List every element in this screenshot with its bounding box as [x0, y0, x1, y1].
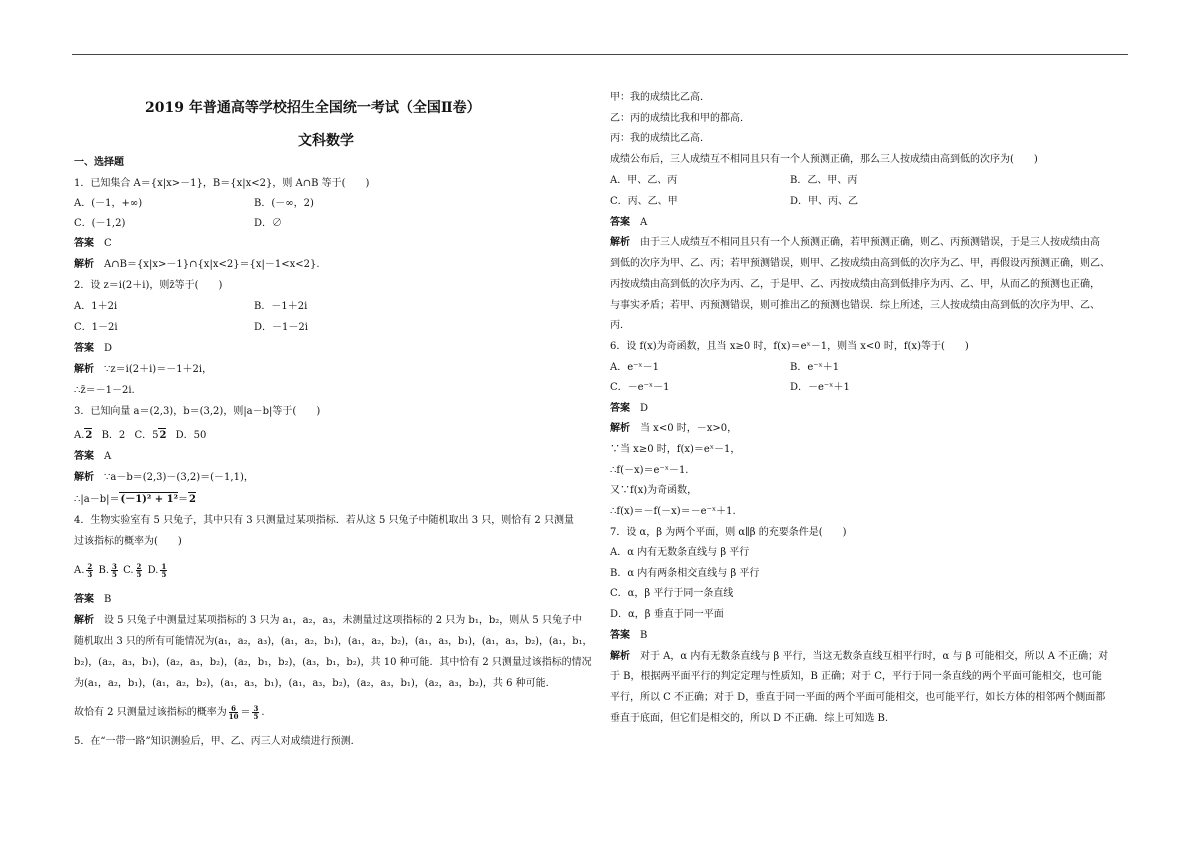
- q4-explanation-line2: 随机取出 3 只的所有可能情况为(a₁，a₂，a₃)，(a₁，a₂，b₁)，(a₁，a₂，b₂)，(a₁，a₃，b₁)，(a₁，a₃，b₂)，(a₁，b₁，: [74, 636, 593, 647]
- q5-explanation-line5: 丙．: [610, 320, 630, 331]
- top-rule: [72, 54, 1128, 55]
- q2-answer: [74, 342, 112, 356]
- q4-option-a: A.: [74, 565, 85, 576]
- sqrt-value: 2: [188, 494, 196, 505]
- explanation-text: ∴|a－b|＝: [74, 494, 120, 505]
- explanation-label: 解析: [74, 615, 94, 626]
- q4-stem-line2: 过该指标的概率为( ): [74, 536, 182, 547]
- answer-value: D: [640, 403, 649, 414]
- q2-stem: 2．设 z＝i(2＋i)，则z̄等于( ): [74, 280, 223, 291]
- explanation-label: 解析: [610, 651, 630, 662]
- q1-option-a: A．(－1，+∞): [74, 198, 143, 209]
- denominator: 5: [253, 712, 259, 721]
- denominator: 5: [112, 570, 117, 579]
- numerator: 3: [253, 704, 259, 713]
- numerator: 2: [87, 562, 93, 571]
- q7-answer: [610, 629, 647, 643]
- q7-stem: 7．设 α，β 为两个平面，则 α∥β 的充要条件是( ): [610, 527, 847, 538]
- q6-stem: 6．设 f(x)为奇函数，且当 x≥0 时，f(x)＝eˣ－1，则当 x<0 时，f(x)等于( ): [610, 341, 969, 352]
- q4-explanation-line5: [74, 704, 265, 722]
- q3-explanation: [74, 471, 254, 485]
- q5-explanation-line4: 与事实矛盾；若甲、丙预测错误，则可推出乙的预测也错误．综上所述，三人按成绩由高到低的次序为甲、乙、: [610, 300, 1100, 311]
- q4-option-b: B.: [98, 565, 109, 576]
- q1-answer: [74, 237, 112, 251]
- explanation-text: ∵z＝i(2＋i)＝－1＋2i，: [104, 364, 213, 375]
- q7-option-d: D．α，β 垂直于同一平面: [610, 609, 724, 620]
- fraction: [111, 563, 118, 578]
- fraction: [136, 563, 143, 578]
- explanation-label: 解析: [74, 472, 94, 483]
- q5-explanation-line3: 丙按成绩由高到低的次序为丙、乙，于是甲、乙、丙按成绩由高到低排序为丙、乙、甲，从而乙的预测也正确，: [610, 279, 1100, 290]
- q6-explanation-line3: ∴f(－x)＝e⁻ˣ－1.: [610, 465, 689, 476]
- q5-answer: [610, 216, 647, 230]
- numerator: 1: [161, 562, 167, 571]
- q5-question: 成绩公布后，三人成绩互不相同且只有一个人预测正确，那么三人按成绩由高到低的次序为( ): [610, 154, 1038, 165]
- q7-explanation-line3: 平行，所以 C 不正确；对于 D，垂直于同一平面的两个平面可能相交，也可能平行，如长方体的相邻两个侧面都: [610, 692, 1106, 703]
- explanation-text: ∵a－b＝(2,3)－(3,2)＝(－1,1)，: [104, 472, 254, 483]
- denominator: 3: [87, 570, 93, 579]
- equals-sign: ＝: [177, 494, 188, 505]
- equals-sign: ＝: [240, 707, 251, 718]
- q3-option-c: C．5: [134, 430, 159, 441]
- answer-label: 答案: [74, 343, 94, 354]
- sqrt-value: 2: [159, 430, 167, 441]
- explanation-text: A∩B＝{x|x>－1}∩{x|x<2}＝{x|－1<x<2}.: [104, 259, 320, 270]
- explanation-text: 对于 A，α 内有无数条直线与 β 平行，当这无数条直线互相平行时，α 与 β 可能相交，所以 A 不正确；对: [640, 651, 1109, 662]
- answer-value: D: [104, 343, 113, 354]
- q4-explanation: [74, 614, 582, 628]
- explanation-text: 故恰有 2 只测量过该指标的概率为: [74, 707, 227, 718]
- q5-statement-jia: 甲：我的成绩比乙高．: [610, 92, 710, 103]
- denominator: 5: [136, 570, 142, 579]
- q3-explanation-line2: [74, 492, 196, 507]
- q2-explanation: [74, 363, 212, 377]
- q4-explanation-line3: b₂)，(a₂，a₃，b₁)，(a₂，a₃，b₂)，(a₂，b₁，b₂)，(a₃，b₁，b₂)，共 10 种可能．其中恰有 2 只测量过该指标的情况: [74, 657, 592, 668]
- exam-title: 2019 年普通高等学校招生全国统一考试（全国Ⅱ卷）: [145, 100, 481, 116]
- answer-label: 答案: [74, 238, 94, 249]
- q1-option-d: D．∅: [254, 218, 283, 229]
- q5-option-a: A．甲、乙、丙: [610, 175, 678, 186]
- explanation-text: 设 5 只兔子中测量过某项指标的 3 只为 a₁，a₂，a₃，未测量过这项指标的 2 只为 b₁，b₂，则从 5 只兔子中: [104, 615, 582, 626]
- q5-explanation: [610, 236, 1100, 250]
- fraction: [229, 705, 239, 720]
- q6-explanation: [610, 422, 737, 436]
- q7-explanation-line2: 于 B，根据两平面平行的判定定理与性质知，B 正确；对于 C，平行于同一条直线的两个平面可能相交，也可能: [610, 671, 1102, 682]
- q6-option-d: D．－e⁻ˣ＋1: [790, 382, 850, 393]
- q1-explanation: [74, 258, 320, 272]
- answer-label: 答案: [610, 217, 630, 228]
- denominator: 10: [228, 712, 239, 721]
- q5-option-c: C．丙、乙、甲: [610, 196, 678, 207]
- q2-option-b: B．－1＋2i: [254, 301, 308, 312]
- q2-option-c: C．1－2i: [74, 322, 118, 333]
- q3-option-d: D．50: [175, 430, 207, 441]
- q4-options: [74, 562, 169, 580]
- q3-option-b: B．2: [101, 430, 126, 441]
- answer-label: 答案: [610, 630, 630, 641]
- q2-option-d: D．－1－2i: [254, 322, 308, 333]
- denominator: 5: [161, 570, 167, 579]
- q7-option-c: C．α，β 平行于同一条直线: [610, 588, 734, 599]
- answer-label: 答案: [74, 451, 94, 462]
- answer-label: 答案: [610, 403, 630, 414]
- answer-value: A: [640, 217, 648, 228]
- numerator: 6: [229, 705, 239, 713]
- fraction: [252, 705, 259, 720]
- exam-subtitle: 文科数学: [298, 133, 354, 149]
- q5-stem: 5．在“一带一路”知识测验后，甲、乙、丙三人对成绩进行预测．: [74, 736, 361, 747]
- q4-explanation-line4: 为(a₁，a₂，b₁)，(a₁，a₂，b₂)，(a₁，a₃，b₁)，(a₁，a₃，b₂)，(a₂，a₃，b₁)，(a₂，a₃，b₂)，共 6 种可能．: [74, 678, 556, 689]
- q2-option-a: A．1＋2i: [74, 301, 118, 312]
- q7-explanation: [610, 650, 1108, 664]
- answer-value: B: [104, 594, 112, 605]
- q6-option-a: A．e⁻ˣ－1: [610, 362, 660, 373]
- numerator: 2: [136, 562, 142, 571]
- q1-option-c: C．(－1,2): [74, 218, 126, 229]
- sqrt-value: 2: [85, 430, 93, 441]
- answer-value: B: [640, 630, 648, 641]
- q3-options: [74, 428, 206, 443]
- q3-answer: [74, 450, 111, 464]
- period: .: [261, 707, 265, 718]
- q5-statement-yi: 乙：丙的成绩比我和甲的都高．: [610, 113, 750, 124]
- explanation-label: 解析: [610, 423, 630, 434]
- answer-label: 答案: [74, 594, 94, 605]
- numerator: 3: [112, 562, 117, 571]
- explanation-label: 解析: [74, 364, 94, 375]
- q4-answer: [74, 593, 111, 607]
- q6-explanation-line4: 又∵f(x)为奇函数，: [610, 485, 698, 496]
- explanation-label: 解析: [74, 259, 94, 270]
- q3-option-a: A.: [74, 430, 85, 441]
- q4-option-d: D.: [147, 565, 159, 576]
- q5-explanation-line2: 到低的次序为甲、乙、丙；若甲预测错误，则甲、乙按成绩由高到低的次序为乙、甲，再假设丙预测正确，则乙、: [610, 258, 1110, 269]
- q5-option-b: B．乙、甲、丙: [790, 175, 858, 186]
- answer-value: C: [104, 238, 112, 249]
- q5-statement-bing: 丙：我的成绩比乙高．: [610, 133, 710, 144]
- answer-value: A: [104, 451, 112, 462]
- q2-explanation-line2: ∴z̄＝－1－2i.: [74, 385, 135, 396]
- q6-option-c: C．－e⁻ˣ－1: [610, 382, 670, 393]
- explanation-text: 由于三人成绩互不相同且只有一个人预测正确，若甲预测正确，则乙、丙预测错误，于是三人按成绩由高: [640, 237, 1100, 248]
- explanation-text: 当 x<0 时，－x>0，: [640, 423, 738, 434]
- q6-option-b: B．e⁻ˣ＋1: [790, 362, 840, 373]
- explanation-label: 解析: [610, 237, 630, 248]
- q3-stem: 3．已知向量 a＝(2,3)，b＝(3,2)，则|a－b|等于( ): [74, 406, 321, 417]
- q6-explanation-line5: ∴f(x)＝－f(－x)＝－e⁻ˣ＋1.: [610, 506, 736, 517]
- q5-option-d: D．甲、丙、乙: [790, 196, 859, 207]
- q1-option-b: B．(－∞，2): [254, 198, 314, 209]
- q1-stem: 1．已知集合 A＝{x|x>－1}，B＝{x|x<2}，则 A∩B 等于( ): [74, 178, 370, 189]
- q7-option-a: A．α 内有无数条直线与 β 平行: [610, 547, 750, 558]
- q7-explanation-line4: 垂直于底面，但它们是相交的，所以 D 不正确．综上可知选 B.: [610, 713, 889, 724]
- q4-option-c: C.: [123, 565, 134, 576]
- sqrt-expression: (－1)² + 1²: [120, 494, 178, 505]
- q4-stem-line1: 4．生物实验室有 5 只兔子，其中只有 3 只测量过某项指标．若从这 5 只兔子中随机取出 3 只，则恰有 2 只测量: [74, 515, 574, 526]
- fraction: [160, 563, 167, 578]
- q6-answer: [610, 402, 648, 416]
- fraction: [86, 563, 93, 578]
- section-heading: 一、选择题: [74, 157, 124, 168]
- q6-explanation-line2: ∵当 x≥0 时，f(x)＝eˣ－1，: [610, 444, 741, 455]
- q7-option-b: B．α 内有两条相交直线与 β 平行: [610, 568, 760, 579]
